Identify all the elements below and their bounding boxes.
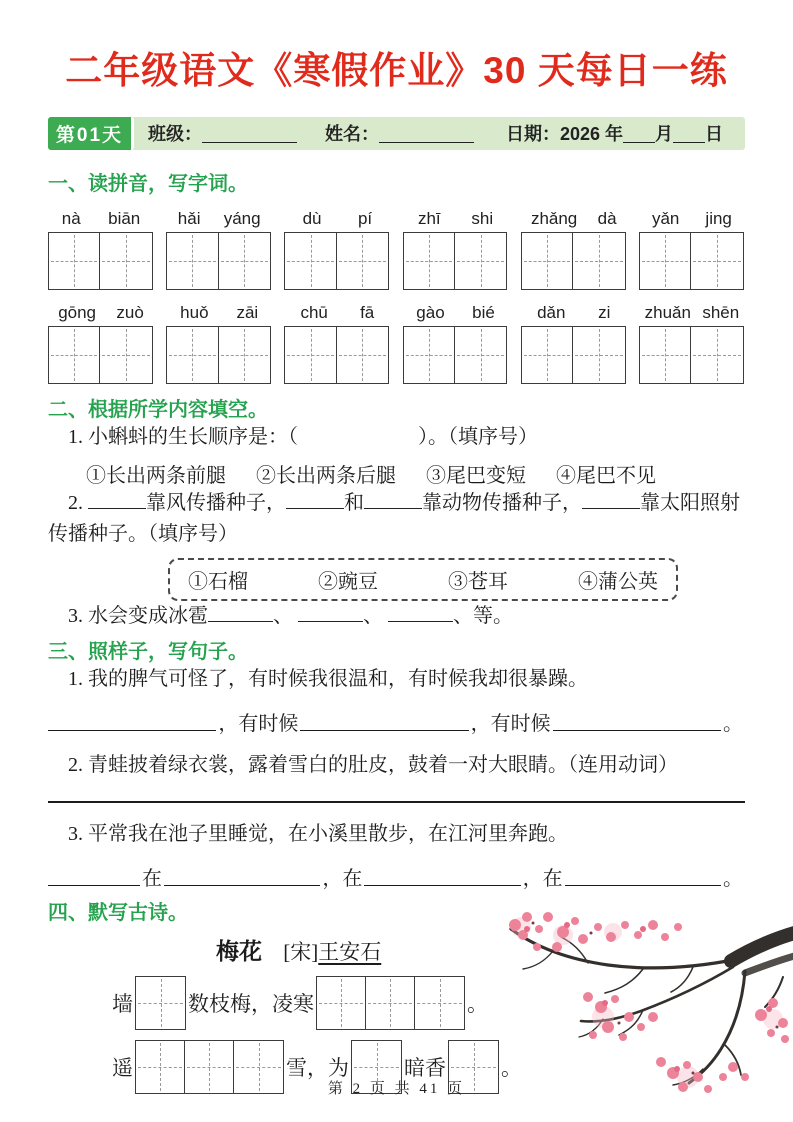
pinyin-word-group bbox=[521, 209, 627, 290]
poem-dynasty: [宋] bbox=[283, 939, 319, 964]
fill-blank-line bbox=[565, 883, 721, 886]
fill-blank-line bbox=[300, 728, 468, 731]
s2-q2-options-box bbox=[168, 558, 678, 601]
fill-blank-line bbox=[286, 488, 344, 509]
fill-blank-line bbox=[388, 601, 453, 622]
writing-box bbox=[404, 327, 455, 383]
pinyin-syllable: dǎn bbox=[537, 302, 566, 322]
writing-box bbox=[167, 233, 218, 289]
s3-answer-line-2 bbox=[48, 801, 745, 803]
month-blank-line bbox=[623, 124, 655, 143]
section3-title: 三、照样子，写句子。 bbox=[48, 640, 248, 663]
pinyin-syllable: hǎi bbox=[177, 208, 201, 228]
poem-line-1: 墙 数枝梅，凌寒 。 bbox=[112, 976, 745, 1030]
section2-title: 二、根据所学内容填空。 bbox=[48, 398, 268, 421]
s2-question-2: 2. 靠风传播种子， 和 靠动物传播种子， 靠太阳照射传播种子。（填序号） bbox=[48, 488, 745, 550]
fill-blank-line bbox=[364, 488, 422, 509]
pinyin-syllable: zuò bbox=[116, 302, 144, 322]
writing-box bbox=[49, 233, 100, 289]
writing-box bbox=[366, 977, 415, 1029]
section4-title: 四、默写古诗。 bbox=[48, 901, 188, 924]
s2-q1-options bbox=[48, 459, 745, 488]
writing-box bbox=[49, 327, 100, 383]
pinyin-word-group bbox=[403, 209, 509, 290]
writing-box bbox=[640, 233, 691, 289]
writing-box bbox=[285, 327, 336, 383]
pinyin-word-group bbox=[639, 303, 745, 384]
fill-blank-line bbox=[208, 601, 273, 622]
option-item: ④蒲公英 bbox=[578, 570, 658, 593]
pinyin-syllable: bié bbox=[472, 302, 495, 322]
pinyin-row-1 bbox=[48, 209, 745, 290]
writing-box bbox=[455, 233, 506, 289]
s3-question-3: 3. 平常我在池子里睡觉，在小溪里散步，在江河里奔跑。 bbox=[68, 822, 568, 845]
writing-box bbox=[415, 977, 464, 1029]
writing-box bbox=[573, 233, 624, 289]
pinyin-word-group bbox=[639, 209, 745, 290]
s3-question-1: 1. 我的脾气可怪了，有时候我很温和，有时候我却很暴躁。 bbox=[68, 667, 588, 690]
day-badge: 第01天 bbox=[48, 117, 134, 150]
pinyin-syllable: biān bbox=[108, 208, 141, 228]
date-label: 日期：2026 年 bbox=[506, 124, 624, 145]
poem-line-2: 遥 雪，为 暗香 。 bbox=[112, 1040, 745, 1094]
writing-box bbox=[167, 327, 218, 383]
writing-box bbox=[317, 977, 366, 1029]
pinyin-word-group bbox=[48, 303, 154, 384]
option-item: ③尾巴变短 bbox=[426, 464, 526, 487]
pinyin-word-group bbox=[48, 209, 154, 290]
option-item: ②豌豆 bbox=[318, 570, 378, 593]
pinyin-syllable: shēn bbox=[702, 302, 740, 322]
pinyin-syllable: nà bbox=[61, 208, 81, 228]
option-item: ②长出两条后腿 bbox=[256, 464, 396, 487]
pinyin-syllable: shi bbox=[471, 208, 494, 228]
page-title: 二年级语文《寒假作业》30 天每日一练 bbox=[65, 50, 728, 91]
s3-question-2: 2. 青蛙披着绿衣裳，露着雪白的肚皮，鼓着一对大眼睛。（连用动词） bbox=[68, 753, 678, 776]
section1-title: 一、读拼音，写字词。 bbox=[48, 172, 248, 195]
name-label: 姓名： bbox=[325, 124, 379, 145]
pinyin-syllable: zhǎng bbox=[530, 208, 578, 228]
poem-header bbox=[216, 933, 745, 966]
s3-answer-line-3: 在 ，在 ，在 。 bbox=[48, 862, 745, 891]
writing-box bbox=[404, 233, 455, 289]
writing-box bbox=[522, 233, 573, 289]
pinyin-syllable: zāi bbox=[236, 302, 259, 322]
writing-box bbox=[691, 233, 742, 289]
s2-question-1: 1. 小蝌蚪的生长顺序是：（ ）。（填序号） bbox=[68, 425, 538, 448]
writing-box-group bbox=[135, 976, 186, 1030]
pinyin-syllable: fā bbox=[360, 302, 375, 322]
pinyin-row-2 bbox=[48, 303, 745, 384]
s2-question-3: 3. 水会变成冰雹 、 、 、等。 bbox=[48, 601, 745, 632]
day-blank-line bbox=[673, 124, 705, 143]
pinyin-syllable: pí bbox=[357, 208, 373, 228]
fill-blank-line bbox=[582, 488, 640, 509]
option-item: ①石榴 bbox=[188, 570, 248, 593]
class-label: 班级： bbox=[148, 124, 202, 145]
pinyin-syllable: huǒ bbox=[180, 302, 209, 322]
month-label: 月 bbox=[655, 124, 674, 145]
writing-box bbox=[522, 327, 573, 383]
option-item: ④尾巴不见 bbox=[556, 464, 656, 487]
pinyin-syllable: gào bbox=[416, 302, 445, 322]
writing-box bbox=[219, 233, 270, 289]
pinyin-syllable: zhuǎn bbox=[644, 302, 691, 322]
pinyin-syllable: dà bbox=[597, 208, 617, 228]
poem-author: 王安石 bbox=[318, 939, 382, 964]
fill-blank-line bbox=[164, 883, 320, 886]
writing-box bbox=[100, 327, 151, 383]
pinyin-syllable: chū bbox=[300, 302, 328, 322]
pinyin-syllable: yǎn bbox=[651, 208, 680, 228]
fill-blank-line bbox=[48, 883, 140, 886]
writing-box bbox=[691, 327, 742, 383]
writing-box bbox=[337, 233, 388, 289]
writing-box bbox=[100, 233, 151, 289]
pinyin-syllable: jing bbox=[705, 208, 732, 228]
fill-blank-line bbox=[364, 883, 520, 886]
writing-box-group bbox=[316, 976, 465, 1030]
name-blank-line bbox=[379, 124, 474, 143]
page-footer: 第 2 页 共 41 页 bbox=[327, 1081, 466, 1097]
pinyin-word-group bbox=[284, 303, 390, 384]
writing-box bbox=[136, 977, 185, 1029]
writing-box bbox=[219, 327, 270, 383]
fill-blank-line bbox=[88, 488, 146, 509]
writing-box bbox=[573, 327, 624, 383]
header-bar bbox=[48, 117, 745, 150]
day-label: 日 bbox=[705, 124, 724, 145]
pinyin-syllable: gōng bbox=[58, 302, 97, 322]
pinyin-syllable: yáng bbox=[223, 208, 261, 228]
fill-blank-line bbox=[48, 728, 216, 731]
option-item: ①长出两条前腿 bbox=[86, 464, 226, 487]
pinyin-word-group bbox=[166, 303, 272, 384]
option-item: ③苍耳 bbox=[448, 570, 508, 593]
writing-box bbox=[640, 327, 691, 383]
fill-blank-line bbox=[553, 728, 721, 731]
poem-title: 梅花 bbox=[216, 937, 262, 964]
pinyin-word-group bbox=[284, 209, 390, 290]
writing-box bbox=[455, 327, 506, 383]
pinyin-syllable: dù bbox=[302, 208, 322, 228]
pinyin-word-group bbox=[521, 303, 627, 384]
fill-blank-line bbox=[298, 601, 363, 622]
pinyin-syllable: zi bbox=[598, 302, 611, 322]
class-blank-line bbox=[202, 124, 297, 143]
pinyin-word-group bbox=[166, 209, 272, 290]
pinyin-word-group bbox=[403, 303, 509, 384]
s3-answer-line-1: ，有时候 ，有时候 。 bbox=[48, 707, 745, 736]
writing-box bbox=[337, 327, 388, 383]
pinyin-syllable: zhī bbox=[417, 208, 441, 228]
writing-box bbox=[285, 233, 336, 289]
